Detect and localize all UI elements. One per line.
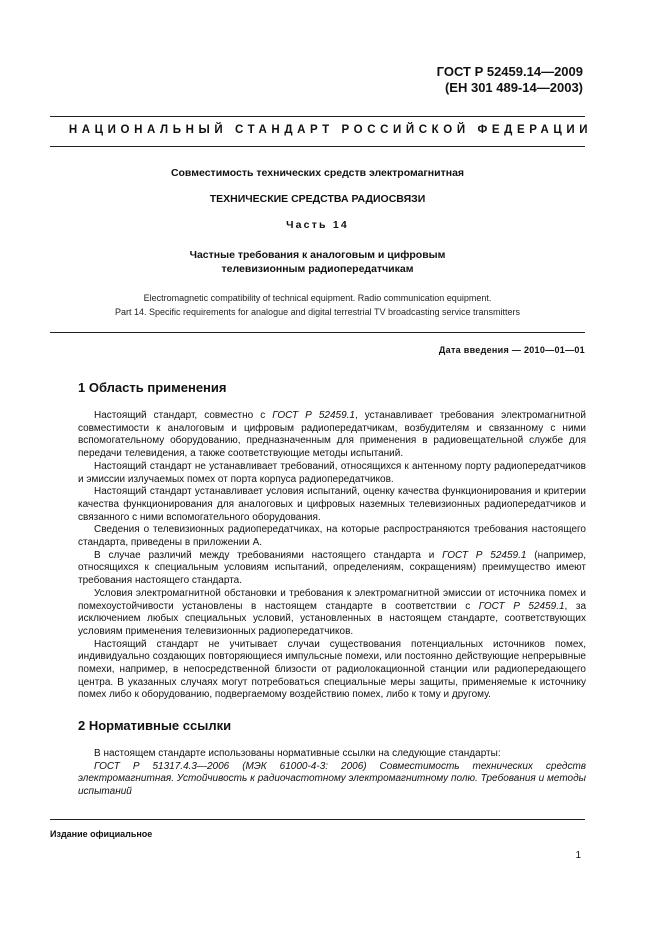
- top-divider: [50, 116, 585, 117]
- banner-divider: [50, 146, 585, 147]
- standard-reference: ГОСТ Р 52459.1: [442, 549, 527, 561]
- english-title-line2: Part 14. Specific requirements for analogue and digital terrestrial TV broadcasting service transmitters: [114, 307, 521, 317]
- paragraph: В случае различий между требованиями настоящего стандарта и ГОСТ Р 52459.1 (например, относящихся к специальным условиям испытаний, определениям, сокращениям) преимущество имеют требования настоящего стандарта.: [78, 549, 586, 587]
- paragraph: В настоящем стандарте использованы нормативные ссылки на следующие стандарты:: [94, 748, 501, 759]
- document-code: [437, 64, 583, 96]
- english-title-line1: Electromagnetic compatibility of technical equipment. Radio communication equipment.: [143, 293, 492, 303]
- title-sub2: телевизионным радиопередатчикам: [221, 263, 414, 275]
- standard-reference: ГОСТ Р 52459.1: [272, 410, 355, 421]
- paragraph: Настоящий стандарт устанавливает условия испытаний, оценку качества функционирования и критерии качества функционирования для аналоговых и цифровых наземных телевизионных радиопередатчиков и связанного с ними вспомогательного оборудования.: [78, 486, 586, 523]
- section2-heading: 2 Нормативные ссылки: [78, 718, 232, 733]
- section2-body: [78, 748, 586, 799]
- page-number: 1: [575, 850, 581, 861]
- title-divider: [50, 332, 585, 333]
- standard-reference: ГОСТ Р 52459.1: [478, 600, 565, 612]
- footer-divider: [50, 819, 585, 820]
- gost-number: ГОСТ Р 52459.14—2009: [436, 64, 583, 79]
- national-standard-banner: НАЦИОНАЛЬНЫЙ СТАНДАРТ РОССИЙСКОЙ ФЕДЕРАЦИИ: [68, 124, 593, 136]
- en-number: (ЕН 301 489-14—2003): [444, 80, 583, 95]
- official-edition-label: Издание официальное: [50, 829, 153, 839]
- paragraph: Настоящий стандарт не устанавливает требований, относящихся к антенному порту радиопередатчиков и эмиссии излучаемых помех от порта корпуса радиопередатчиков.: [78, 460, 586, 485]
- paragraph: Настоящий стандарт, совместно с ГОСТ Р 52459.1, устанавливает требования электромагнитной совместимости к аналоговым и цифровым радиопередатчикам, возбудителям и связанному с ними вспомогательному оборудованию, предназначенным для применения в радиовещательной службе для передачи телевидения, а также соответствующие методы испытаний.: [78, 410, 586, 460]
- title-part: Часть 14: [286, 219, 349, 231]
- title-sub1: Частные требования к аналоговым и цифровым: [189, 249, 446, 261]
- introduction-date: Дата введения — 2010—01—01: [438, 345, 585, 355]
- paragraph: Сведения о телевизионных радиопередатчиках, на которые распространяются требования настоящего стандарта, приведены в приложении А.: [78, 524, 586, 549]
- normative-reference: ГОСТ Р 51317.4.3—2006 (МЭК 61000-4-3: 2006) Совместимость технических средств электромагнитная. Устойчивость к радиочастотному электромагнитному полю. Требования и методы испытаний: [78, 760, 586, 798]
- title-line2: ТЕХНИЧЕСКИЕ СРЕДСТВА РАДИОСВЯЗИ: [209, 193, 426, 205]
- paragraph: Условия электромагнитной обстановки и требования к электромагнитной эмиссии от источника помех и помехоустойчивости установлены в настоящем стандарте в соответствии с ГОСТ Р 52459.1, за исключением любых специальных условий, установленных в настоящем стандарте, соответствующих условиям применения телевизионных радиопередатчиков.: [78, 587, 587, 637]
- section1-heading: 1 Область применения: [78, 380, 227, 395]
- section1-body: [78, 410, 586, 702]
- paragraph: Настоящий стандарт не учитывает случаи существования потенциальных источников помех, индивидуально создающих повторяющиеся импульсные помехи, или постоянно действующие непрерывные помехи, например, в непосредственной близости от радиолокационной станции или радиопередающего центра. В указанных случаях могут потребоваться специальные меры защиты, применяемые к источнику помех либо к оборудованию, подвергаемому воздействию помех, либо к тому и другому.: [78, 638, 586, 701]
- title-line1: Совместимость технических средств электромагнитная: [170, 167, 465, 179]
